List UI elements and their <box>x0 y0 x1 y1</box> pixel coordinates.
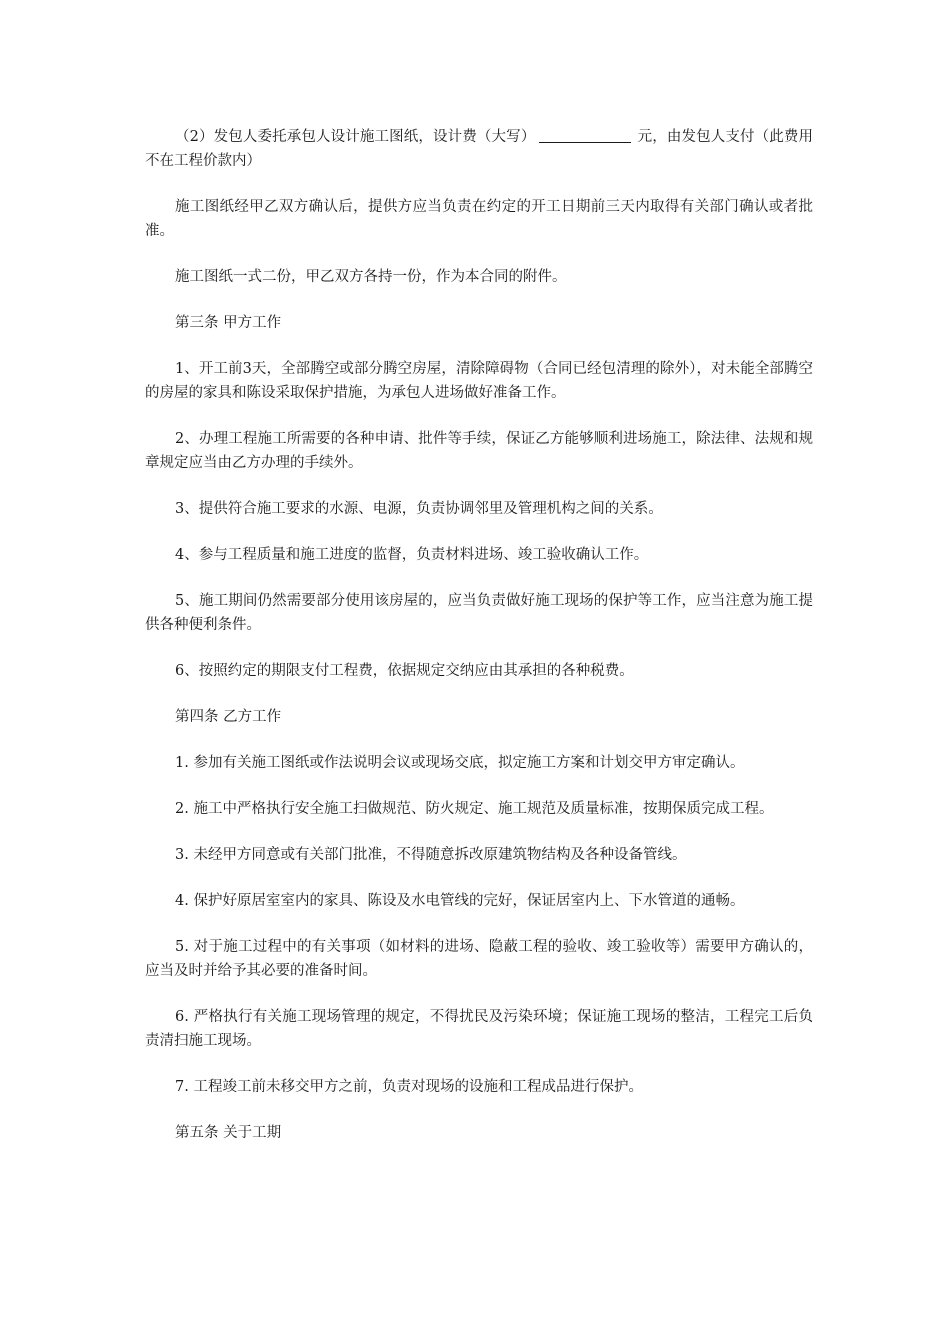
design-fee-text-b: 元，由发包人支付（此费用不在工程价款内） <box>145 129 813 169</box>
article4-item-3: 3. 未经甲方同意或有关部门批准，不得随意拆改原建筑物结构及各种设备管线。 <box>175 847 687 863</box>
article3-item-5: 5、施工期间仍然需要部分使用该房屋的，应当负责做好施工现场的保护等工作，应当注意为施工提供各种便利条件。 <box>145 593 813 633</box>
article3-item-2: 2、办理工程施工所需要的各种申请、批件等手续，保证乙方能够顺利进场施工，除法律、法规和规章规定应当由乙方办理的手续外。 <box>145 431 813 471</box>
design-fee-blank-line <box>539 128 631 143</box>
article4-item-7: 7. 工程竣工前未移交甲方之前，负责对现场的设施和工程成品进行保护。 <box>175 1079 643 1095</box>
article4-item-5: 5. 对于施工过程中的有关事项（如材料的进场、隐蔽工程的验收、竣工验收等）需要甲方确认的，应当及时并给予其必要的准备时间。 <box>145 939 813 979</box>
article5-heading: 第五条 关于工期 <box>175 1125 282 1141</box>
article3-item-3: 3、提供符合施工要求的水源、电源，负责协调邻里及管理机构之间的关系。 <box>175 501 663 517</box>
article4-heading: 第四条 乙方工作 <box>175 709 282 725</box>
design-fee-paragraph <box>145 125 813 173</box>
article4-item-6: 6. 严格执行有关施工现场管理的规定，不得扰民及污染环境；保证施工现场的整洁，工程完工后负责清扫施工现场。 <box>145 1009 813 1049</box>
article4-item-2: 2. 施工中严格执行安全施工扫做规范、防火规定、施工规范及质量标准，按期保质完成工程。 <box>175 801 774 817</box>
article3-heading: 第三条 甲方工作 <box>175 315 282 331</box>
drawings-confirm-paragraph: 施工图纸经甲乙双方确认后，提供方应当负责在约定的开工日期前三天内取得有关部门确认或者批准。 <box>145 199 813 239</box>
article3-item-4: 4、参与工程质量和施工进度的监督，负责材料进场、竣工验收确认工作。 <box>175 547 649 563</box>
contract-page <box>145 125 813 1145</box>
article4-item-4: 4. 保护好原居室室内的家具、陈设及水电管线的完好，保证居室内上、下水管道的通畅。 <box>175 893 745 909</box>
article3-item-1: 1、开工前3天，全部腾空或部分腾空房屋，清除障碍物（合同已经包清理的除外），对未能全部腾空的房屋的家具和陈设采取保护措施，为承包人进场做好准备工作。 <box>145 361 813 401</box>
design-fee-text-a: （2）发包人委托承包人设计施工图纸，设计费（大写） <box>175 129 536 145</box>
drawings-copies-paragraph: 施工图纸一式二份，甲乙双方各持一份，作为本合同的附件。 <box>175 269 567 285</box>
article4-item-1: 1. 参加有关施工图纸或作法说明会议或现场交底，拟定施工方案和计划交甲方审定确认。 <box>175 755 745 771</box>
article3-item-6: 6、按照约定的期限支付工程费，依据规定交纳应由其承担的各种税费。 <box>175 663 634 679</box>
